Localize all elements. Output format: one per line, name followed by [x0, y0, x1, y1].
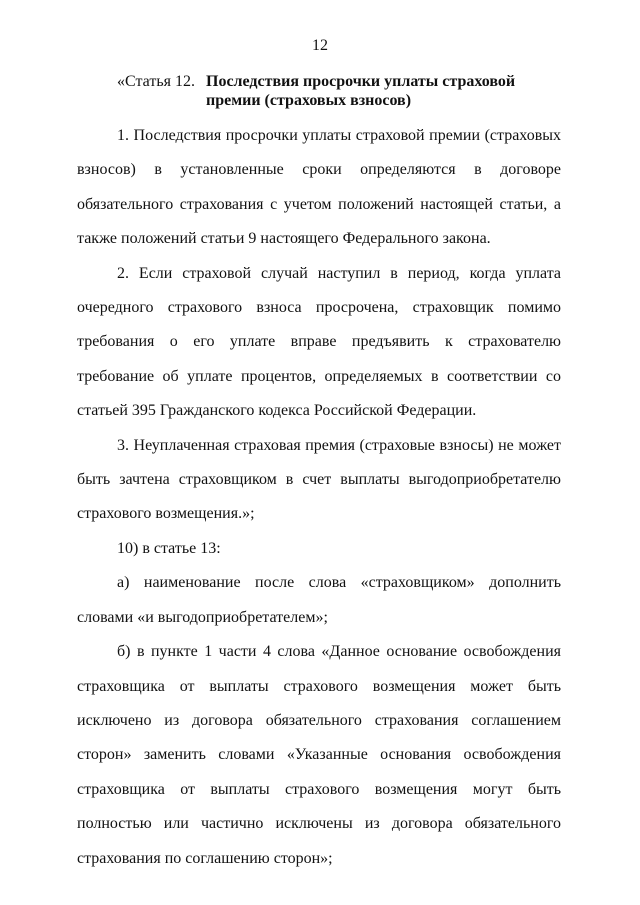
article-title: Последствия просрочки уплаты страховой премии (страховых взносов) [206, 73, 516, 109]
paragraph-3: 3. Неуплаченная страховая премия (страховые взносы) не может быть зачтена страховщиком в счет выплаты выгодоприобретателю страхового возмещения.»; [77, 436, 561, 523]
paragraph-subitem-b: б) в пункте 1 части 4 слова «Данное основание освобождения страховщика от выплаты страхового возмещения может быть исключено из договора обязательного страхования соглашением сторон» заменить словами «Указанные основания освобождения страховщика от выплаты страхового возмещения могут быть полностью или частично исключены из договора обязательного страхования по соглашению сторон»; [77, 643, 561, 867]
article-label: «Статья 12. [117, 73, 195, 90]
paragraph-2: 2. Если страховой случай наступил в период, когда уплата очередного страхового взноса просрочена, страховщик помимо требования о его уплате вправе предъявить к страхователю требование об уплате процентов, определяемых в соответствии со статьей 395 Гражданского кодекса Российской Федерации. [77, 264, 561, 420]
paragraph-1: 1. Последствия просрочки уплаты страховой премии (страховых взносов) в установленные сроки определяются в договоре обязательного страхования с учетом положений настоящей статьи, а также положений статьи 9 настоящего Федерального закона. [77, 127, 561, 248]
page-number: 12 [312, 37, 328, 54]
document-body [77, 119, 561, 876]
paragraph-subitem-a: а) наименование после слова «страховщиком» дополнить словами «и выгодоприобретателем»; [77, 574, 561, 626]
paragraph-item-10: 10) в статье 13: [117, 539, 221, 557]
